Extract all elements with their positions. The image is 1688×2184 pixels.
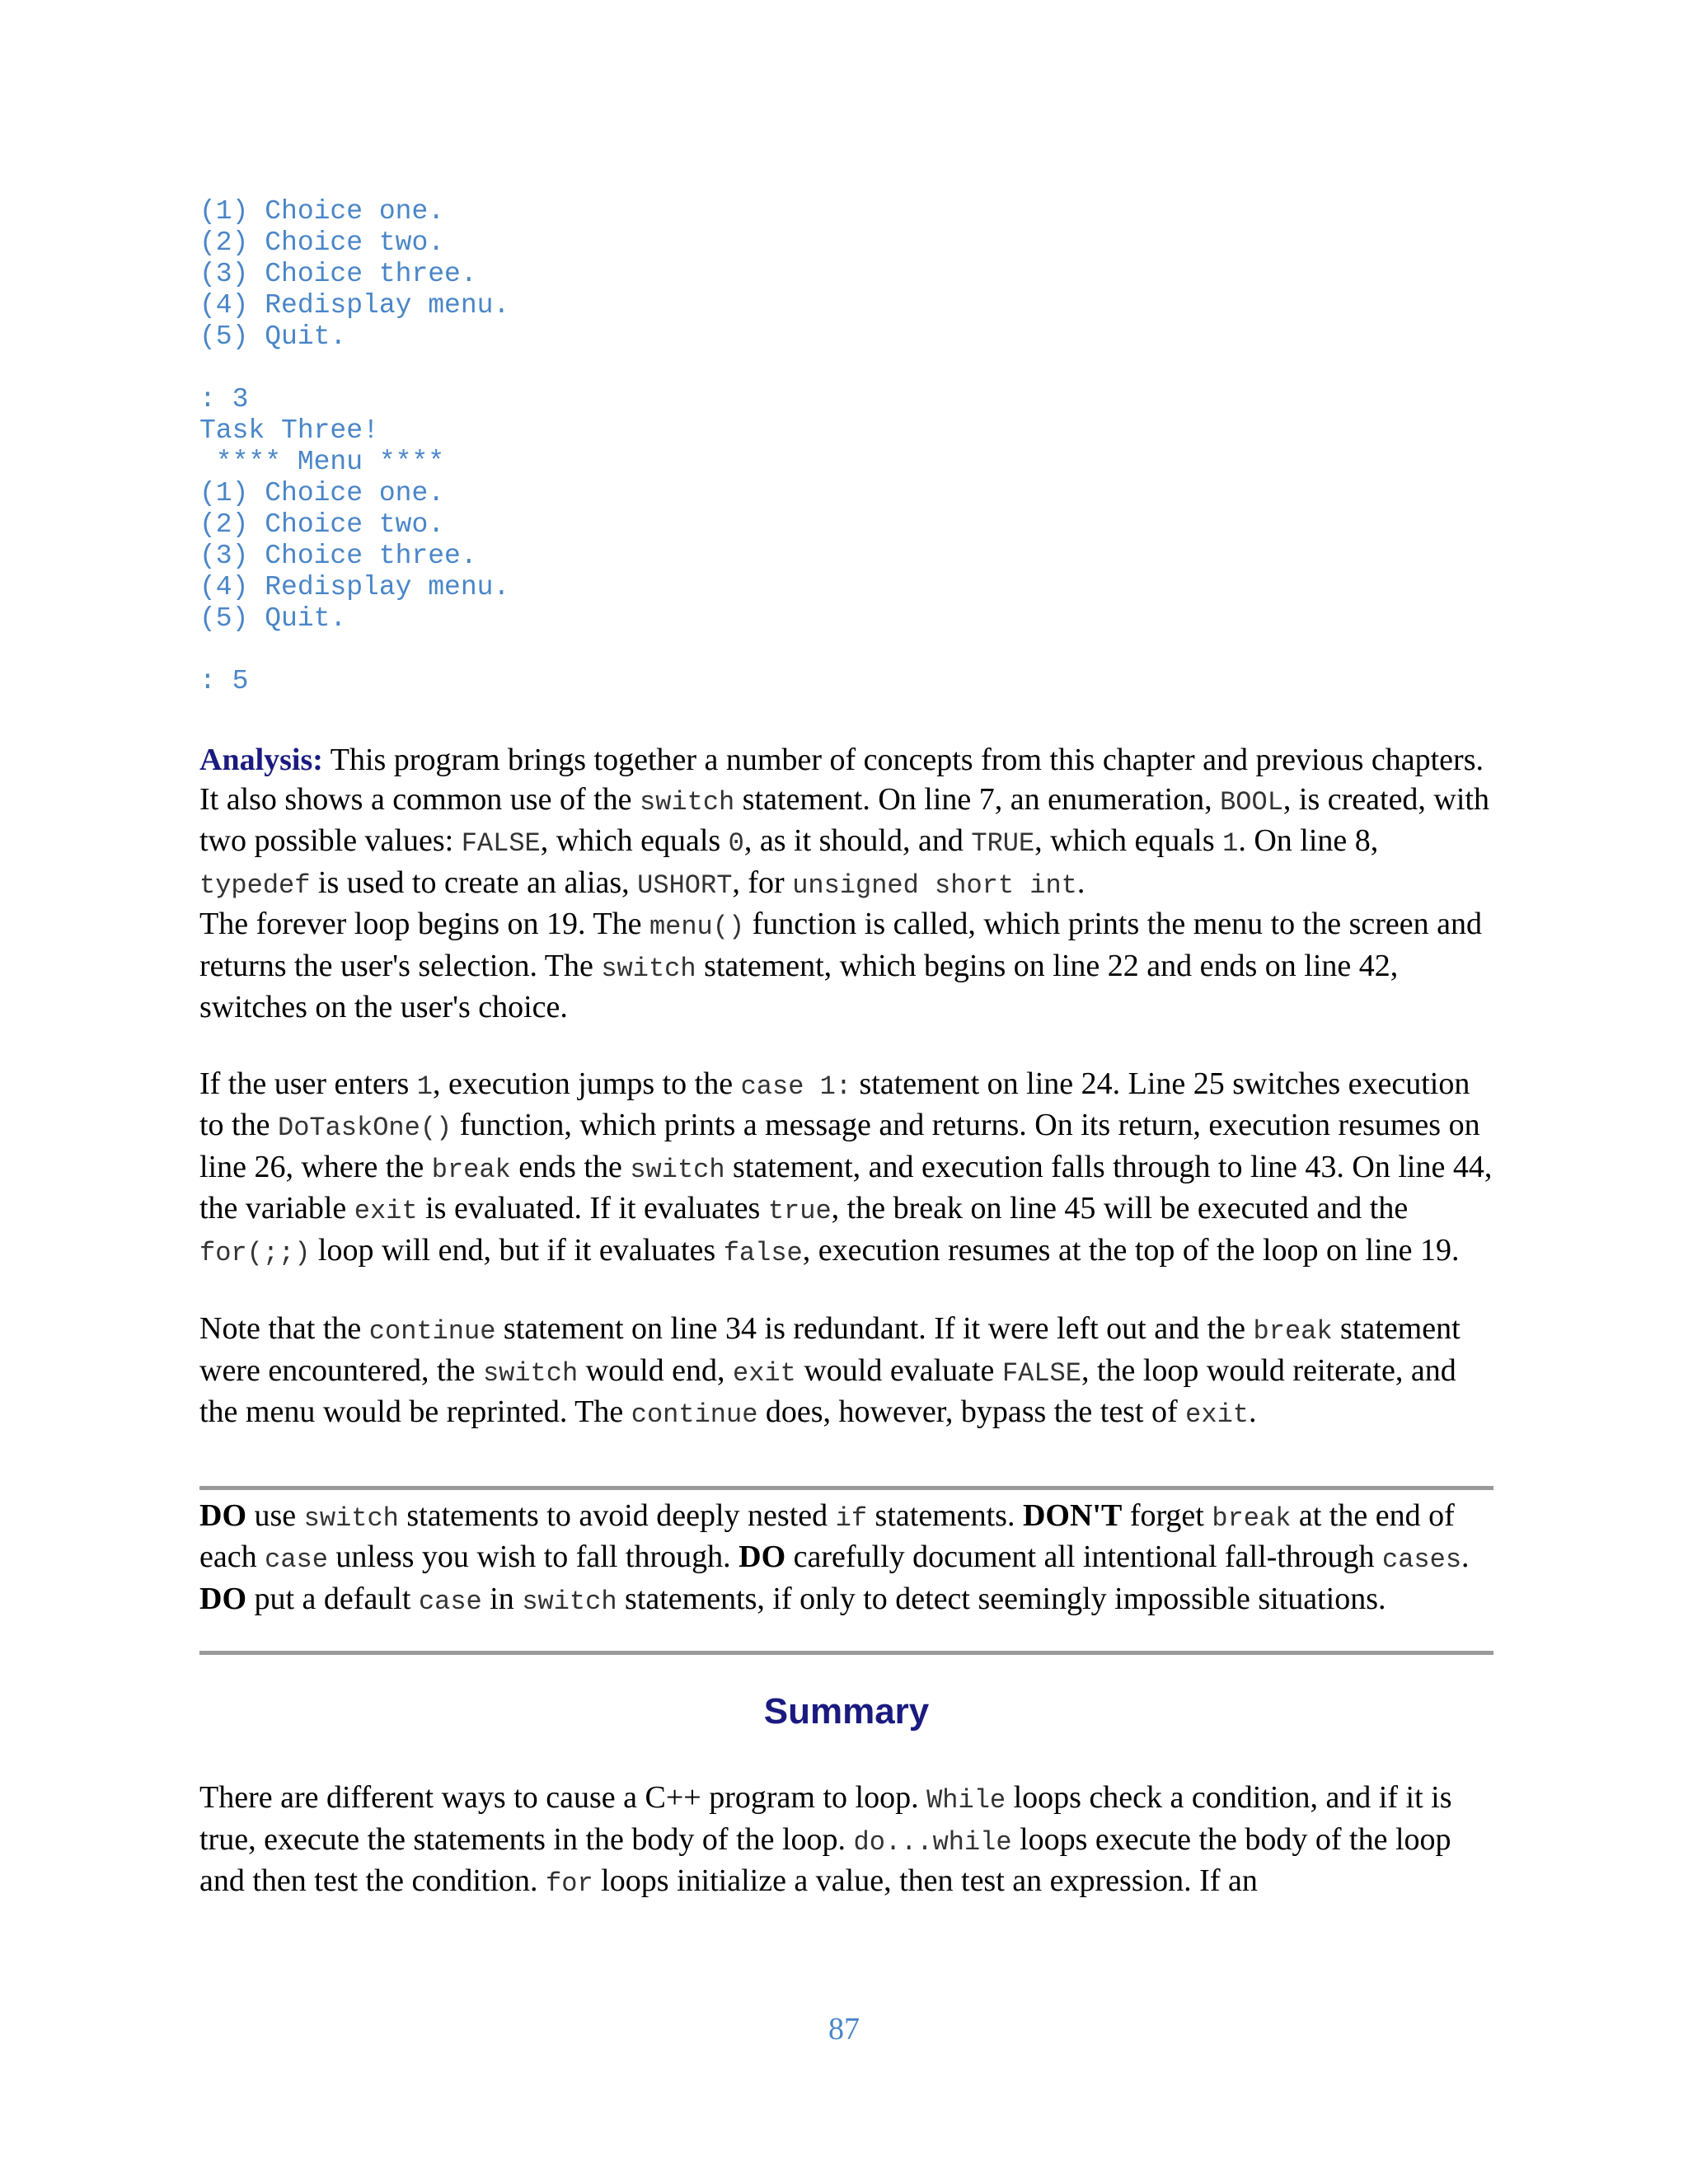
inline-code: switch [630,1154,725,1185]
inline-code: for(;;) [199,1237,311,1268]
inline-code: switch [640,786,735,818]
console-line: (3) Choice three. [199,541,477,571]
inline-code: exit [354,1196,418,1226]
inline-code: menu() [649,912,745,942]
inline-code: if [835,1502,868,1534]
analysis-paragraph-3: Note that the continue statement on line 34 is redundant. If it were left out and the break statement were encountered, the switch would end, exit would evaluate FALSE, the loop would reiterate, and the menu would be reprinted. The continue does, however, bypass the test of exit. [199,1311,1461,1430]
inline-code: 1 [1222,828,1239,859]
inline-code: switch [482,1357,579,1389]
analysis-paragraph-2: If the user enters 1, execution jumps to the case 1: statement on line 24. Line 25 switches execution to the DoTaskOne() function, which prints a message and returns. On its return, execution resumes on line 26, where the break ends the switch statement, and execution falls through to line 43. On line 44, the variable exit is evaluated. If it evaluates true, the break on line 45 will be executed and the for(;;) loop will end, but if it evaluates false, execution resumes at the top of the loop on line 19. [199,1066,1493,1268]
inline-code: switch [522,1586,617,1617]
inline-code: true [767,1196,832,1226]
inline-code: FALSE [461,828,541,859]
inline-code: case 1: [740,1071,852,1102]
inline-code: break [1212,1502,1292,1534]
console-line [199,635,1493,666]
page-number: 87 [828,2012,860,2046]
inline-code: case [265,1544,328,1575]
console-line: (1) Choice one. [199,478,445,509]
inline-code: 1 [416,1071,433,1102]
console-line: (2) Choice two. [199,227,445,258]
console-output [199,196,1493,697]
console-line: (1) Choice one. [199,196,445,227]
bold-keyword: DO [738,1540,786,1574]
inline-code: do...while [853,1826,1012,1858]
inline-code: switch [601,953,696,984]
page-content [199,196,1493,1904]
bold-keyword: DO [199,1581,246,1616]
inline-code: continue [631,1399,758,1430]
bold-keyword: DO [199,1497,246,1533]
console-line: (5) Quit. [199,321,347,352]
console-line: : 3 [199,384,249,415]
inline-code: DoTaskOne() [277,1113,452,1143]
inline-code: USHORT [637,869,733,901]
inline-code: While [926,1785,1006,1816]
dodont-box-text: DO use switch statements to avoid deeply nested if statements. DON'T forget break at the end of each case unless you wish to fall through. DO carefully document all intentional fall-through cases. DO put a default case in switch statements, if only to detect seemingly impossible situations. [199,1497,1470,1617]
console-line: : 5 [199,666,249,696]
inline-code: continue [368,1316,496,1347]
inline-code: 0 [728,828,744,859]
summary-heading: Summary [763,1691,930,1732]
inline-code: BOOL [1220,786,1283,818]
bold-keyword: DON'T [1022,1497,1123,1533]
inline-code: unsigned short int [792,869,1077,901]
inline-code: exit [1185,1399,1249,1430]
inline-code: typedef [199,869,311,901]
inline-code: TRUE [971,828,1035,859]
console-line: Task Three! [199,415,379,446]
analysis-label: Analysis: [199,743,323,777]
analysis-paragraph-1: Analysis: This program brings together a number of concepts from this chapter and previous chapters. It also shows a common use of the switch statement. On line 7, an enumeration, BOOL, is created, with two possible values: FALSE, which equals 0, as it should, and TRUE, which equals 1. On line 8, typedef is used to create an alias, USHORT, for unsigned short int. The forever loop begins on 19. The menu() function is called, which prints the menu to the screen and returns the user's selection. The switch statement, which begins on line 22 and ends on line 42, switches on the user's choice. [199,743,1489,1024]
inline-code: false [723,1237,803,1268]
inline-code: break [1253,1316,1333,1347]
inline-code: cases [1382,1544,1462,1575]
summary-paragraph: There are different ways to cause a C++ program to loop. While loops check a condition, and if it is true, execute the statements in the body of the loop. do...while loops execute the body of the loop and then test the condition. for loops initialize a value, then test an expression. If an [199,1780,1452,1899]
console-line: (4) Redisplay menu. [199,572,510,602]
inline-code: FALSE [1001,1357,1081,1389]
console-line: (3) Choice three. [199,259,477,289]
inline-code: switch [303,1502,399,1534]
console-line: **** Menu **** [199,447,445,477]
console-line: (2) Choice two. [199,509,445,540]
console-line: (4) Redisplay menu. [199,290,510,321]
inline-code: case [418,1586,482,1617]
console-line: (5) Quit. [199,603,347,634]
inline-code: break [431,1154,511,1185]
console-line [199,353,1493,384]
inline-code: exit [733,1357,796,1389]
inline-code: for [546,1868,593,1899]
